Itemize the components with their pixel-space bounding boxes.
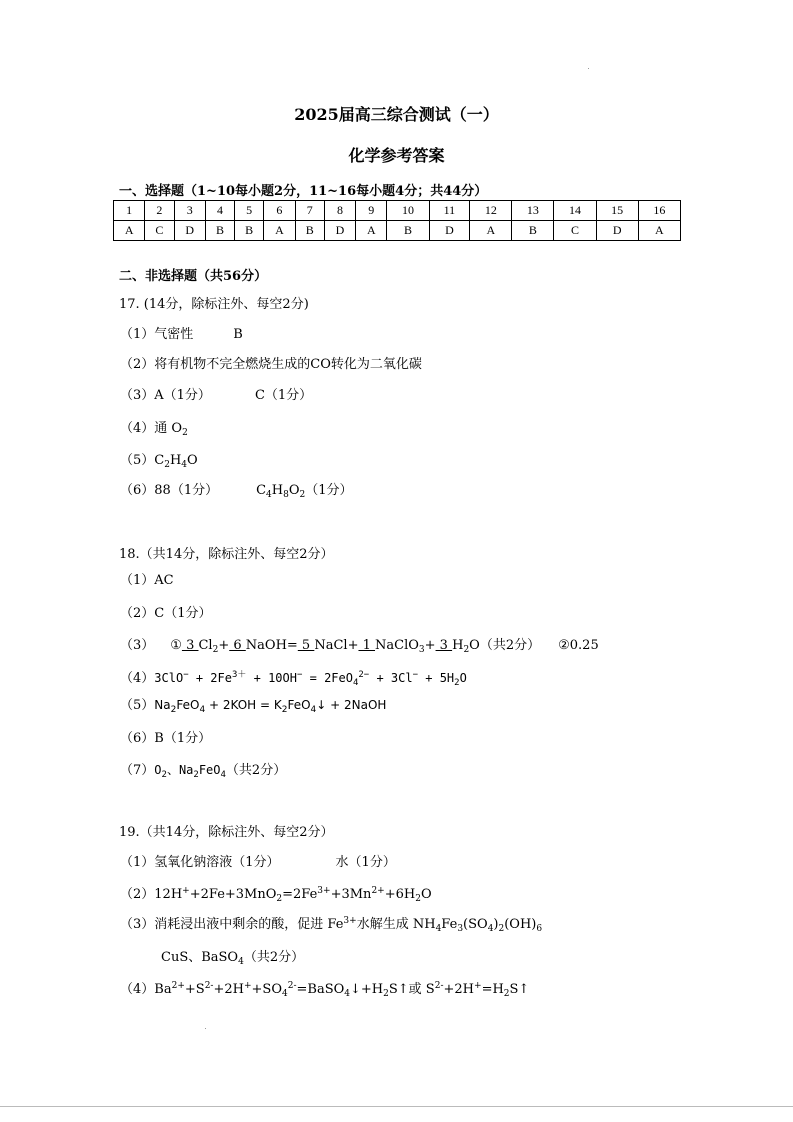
question-number-cell: 1 bbox=[114, 201, 145, 221]
q19-answer-3-line2: CuS、BaSO$_4$（共2分） bbox=[161, 950, 305, 967]
q17-answer-3 bbox=[120, 384, 312, 403]
q18-header: 18.（共14分，除标注外、每空2分） bbox=[119, 547, 334, 562]
q19-answer-3: （3）消耗浸出液中剩余的酸，促进 $Fe^{3+}$水解生成 $NH_4Fe_3(SO_4)_2(OH)_6$ bbox=[120, 916, 543, 934]
q18-answer-1: （1）AC bbox=[120, 573, 174, 588]
q19-answer-2: $(2)12H^++2Fe+3MnO_2=2Fe^{3+}+3Mn^{2+}+6H_2O$ bbox=[120, 886, 432, 904]
question-number-cell: 5 bbox=[235, 201, 264, 221]
question-number-cell: 15 bbox=[596, 201, 638, 221]
q17-answer-2: （2）将有机物不完全燃烧生成的CO转化为二氧化碳 bbox=[120, 357, 422, 372]
q18-answer-5: $(5)Na_2FeO_4 + 2KOH$ = $K_2FeO_4↓$ + 2NaOH bbox=[120, 698, 387, 715]
answer-cell: D bbox=[174, 221, 205, 241]
answer-cell: A bbox=[638, 221, 680, 241]
q17-answer-4: （4）通 $O_2$ bbox=[120, 421, 188, 438]
speck bbox=[205, 1028, 206, 1029]
speck bbox=[588, 68, 589, 69]
answer-cell: C bbox=[145, 221, 174, 241]
q17-a1-value: B bbox=[233, 327, 243, 342]
answer-cell: B bbox=[295, 221, 324, 241]
answer-cell: C bbox=[554, 221, 596, 241]
answer-cell: A bbox=[114, 221, 145, 241]
answer-cell: D bbox=[324, 221, 355, 241]
q19-header: 19.（共14分，除标注外、每空2分） bbox=[119, 825, 334, 840]
q18-answer-4: $(4)3ClO^- + 2Fe^{3+} + 10OH^- = 2FeO_4^{2-} + 3Cl^- + 5H_2O$ bbox=[120, 670, 467, 688]
part2-heading: 二、非选择题（共56分） bbox=[119, 269, 268, 284]
question-number-cell: 9 bbox=[356, 201, 387, 221]
question-number-cell: 6 bbox=[264, 201, 295, 221]
q18-answer-2: （2）C（1分） bbox=[120, 606, 212, 621]
answer-table-number-row bbox=[114, 201, 681, 221]
question-number-cell: 16 bbox=[638, 201, 680, 221]
question-number-cell: 14 bbox=[554, 201, 596, 221]
answer-table-answer-row bbox=[114, 221, 681, 241]
question-number-cell: 11 bbox=[429, 201, 470, 221]
question-number-cell: 3 bbox=[174, 201, 205, 221]
q19-answer-1: （1）氢氧化钠溶液（1分） 水（1分） bbox=[120, 855, 396, 870]
exam-title: 2025届高三综合测试（一） bbox=[294, 105, 499, 124]
question-number-cell: 13 bbox=[512, 201, 554, 221]
q18-answer-7: $(7)O_2$、$Na_2FeO_4$（共2分） bbox=[120, 763, 287, 780]
q17-header: 17. (14分，除标注外、每空2分) bbox=[119, 297, 309, 312]
question-number-cell: 4 bbox=[205, 201, 234, 221]
q18-answer-3: （3） ① 3 $Cl_2+ 6$ NaOH= 5 NaCl+ 1 NaClO$_3$+ 3 $H_2O$（共2分） ②0.25 bbox=[120, 638, 599, 655]
q17-a1-label: （1）气密性 bbox=[120, 327, 194, 342]
answer-cell: D bbox=[596, 221, 638, 241]
answer-cell: B bbox=[512, 221, 554, 241]
q19-answer-4: $(4)Ba^{2+}+S^{2-}+2H^++SO_4^{2-}=BaSO_4↓+H_2S↑$或 $S^{2-}+2H^+=H_2S↑$ bbox=[120, 981, 530, 999]
question-number-cell: 8 bbox=[324, 201, 355, 221]
answer-cell: B bbox=[387, 221, 429, 241]
q18-answer-6: （6）B（1分） bbox=[120, 731, 212, 746]
q17-a3-a: （3）A（1分） bbox=[120, 388, 211, 403]
q17-a3-b: C（1分） bbox=[254, 388, 313, 403]
question-number-cell: 2 bbox=[145, 201, 174, 221]
page-bottom-rule bbox=[0, 1106, 793, 1107]
q17-answer-6: （6）88（1分） $C_4H_8O_2(1$分） bbox=[120, 483, 353, 500]
answer-cell: A bbox=[470, 221, 512, 241]
answer-cell: D bbox=[429, 221, 470, 241]
subject-title: 化学参考答案 bbox=[348, 146, 445, 165]
answer-cell: A bbox=[264, 221, 295, 241]
answer-cell: B bbox=[235, 221, 264, 241]
question-number-cell: 12 bbox=[470, 201, 512, 221]
part1-heading: 一、选择题（1~10每小题2分，11~16每小题4分；共44分） bbox=[119, 184, 488, 199]
question-number-cell: 7 bbox=[295, 201, 324, 221]
q17-answer-1 bbox=[120, 323, 243, 342]
q17-answer-5: $(5)C_2H_4O$ bbox=[120, 453, 198, 470]
answer-table bbox=[113, 200, 681, 241]
answer-cell: B bbox=[205, 221, 234, 241]
question-number-cell: 10 bbox=[387, 201, 429, 221]
answer-cell: A bbox=[356, 221, 387, 241]
